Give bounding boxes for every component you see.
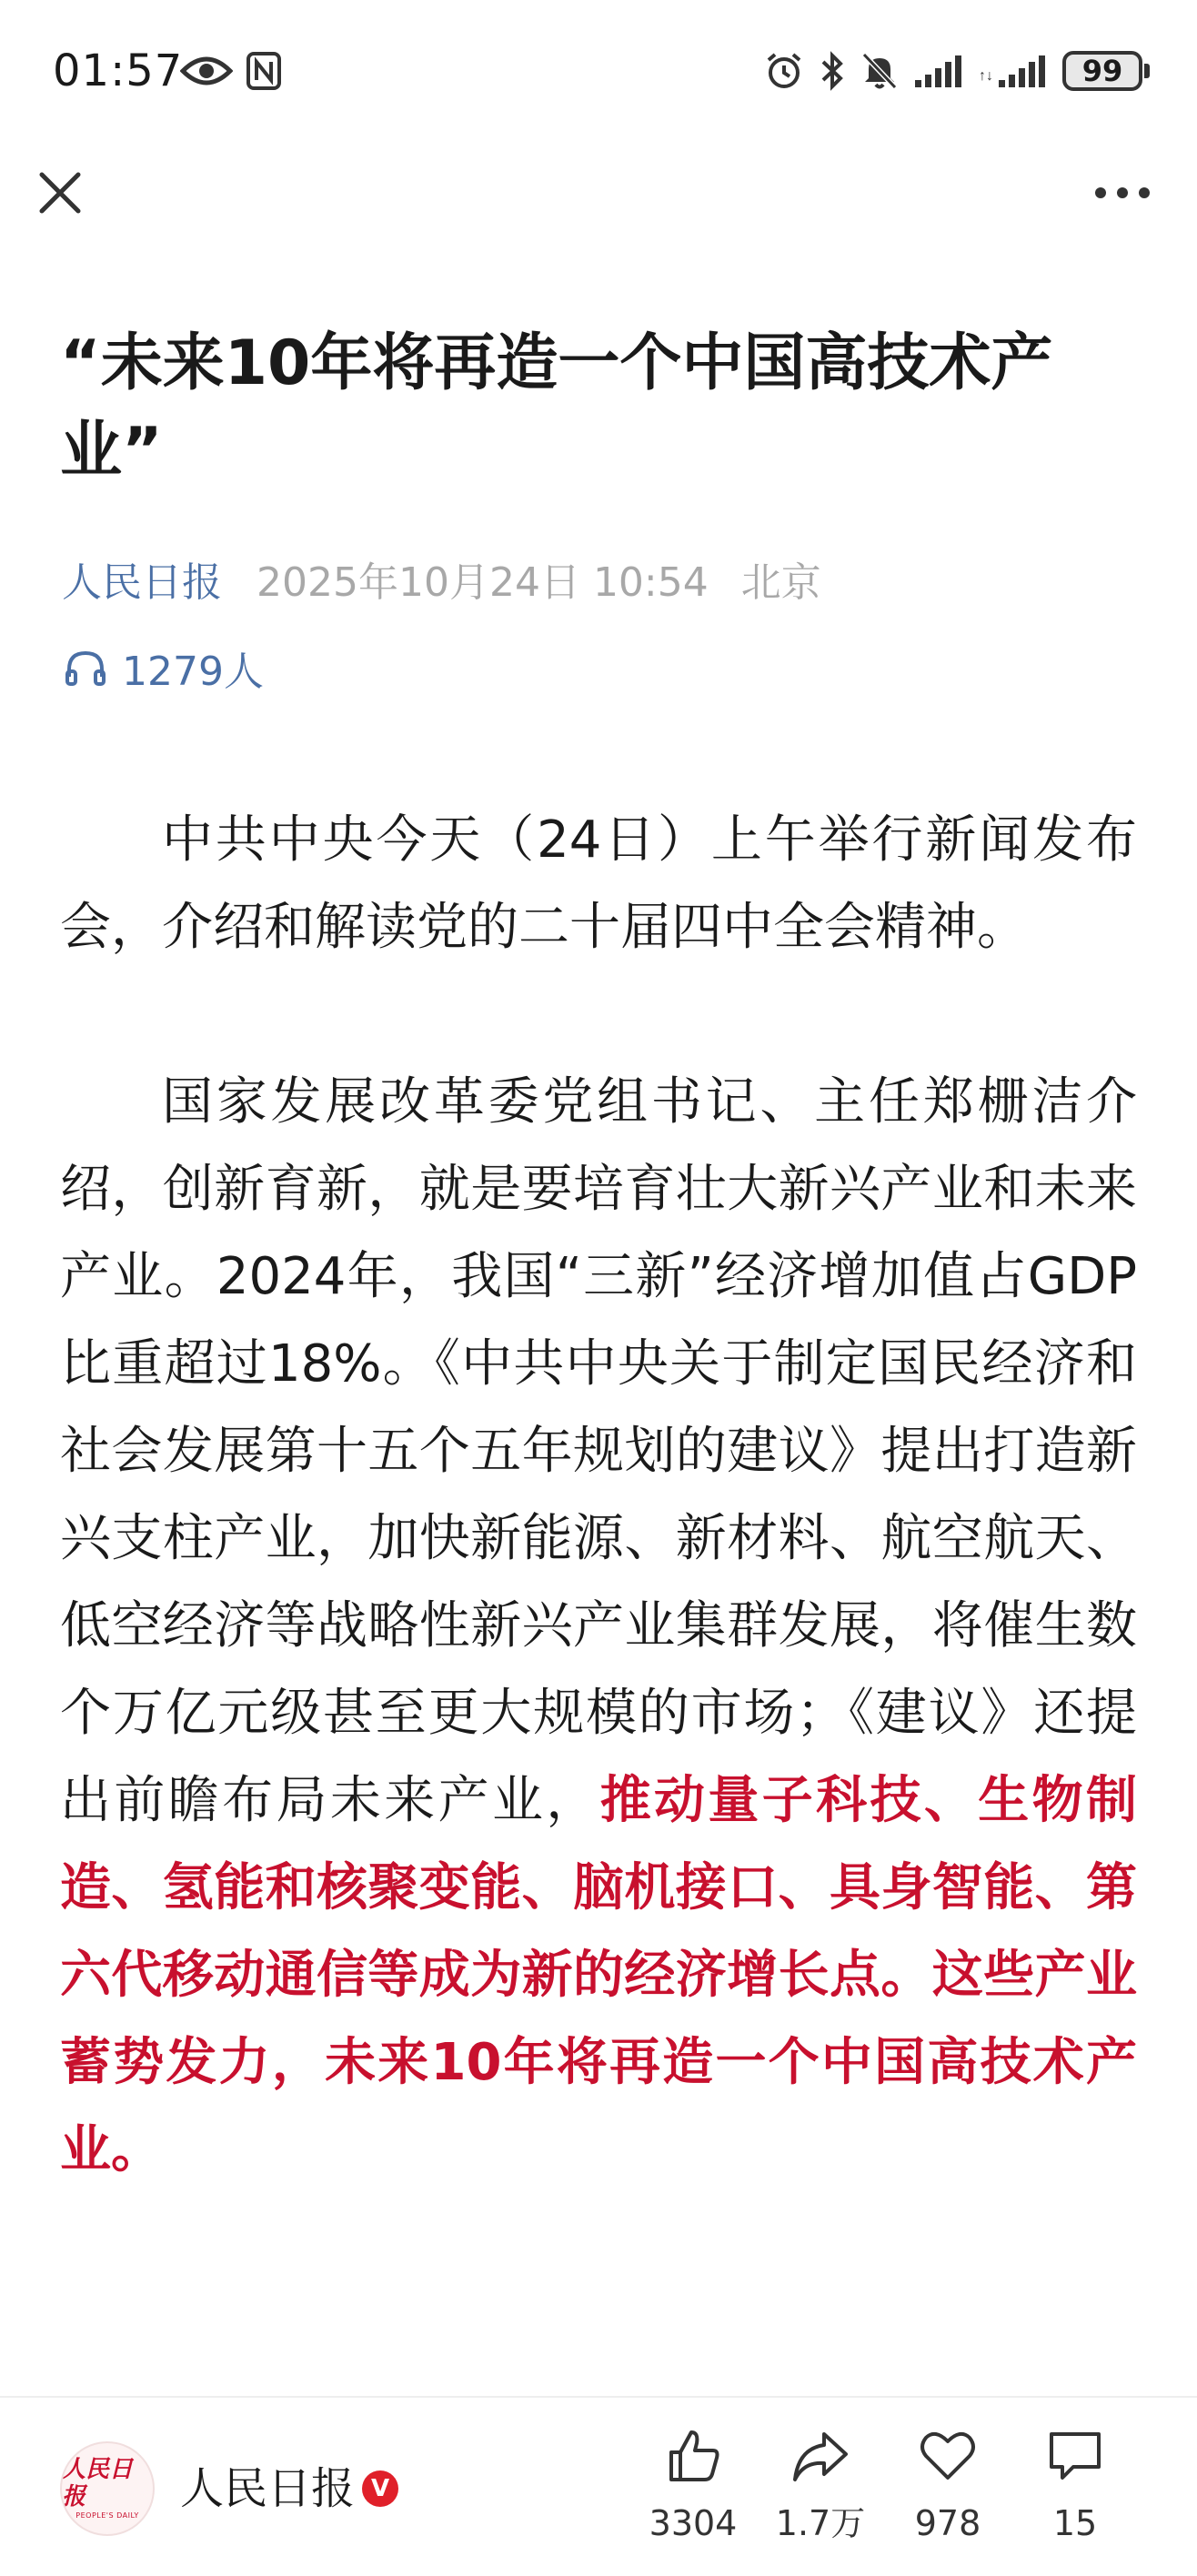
listener-count: 1279人 — [122, 649, 264, 695]
svg-text:↑↓: ↑↓ — [979, 68, 993, 84]
nfc-icon — [246, 51, 282, 91]
close-icon — [36, 169, 84, 216]
share-button[interactable] — [766, 2423, 875, 2560]
more-options-button[interactable] — [1086, 164, 1159, 222]
close-button[interactable] — [31, 164, 89, 222]
status-time: 01:57 — [53, 45, 184, 96]
avatar-logo-subtext: PEOPLE'S DAILY — [75, 2511, 139, 2520]
listen-button[interactable] — [64, 639, 264, 697]
account-avatar[interactable] — [60, 2441, 155, 2536]
share-icon — [791, 2427, 850, 2485]
status-bar — [0, 0, 1197, 136]
comment-count: 15 — [1052, 2503, 1098, 2543]
heart-icon — [919, 2427, 977, 2485]
article-title: “未来10年将再造一个中国高技术产业” — [60, 327, 1053, 487]
bottom-action-bar — [0, 2398, 1197, 2576]
alarm-icon — [764, 51, 804, 91]
article-paragraph: 中共中央今天（24日）上午举行新闻发布会，介绍和解读党的二十届四中全会精神。 — [60, 810, 1137, 957]
comment-button[interactable] — [1021, 2423, 1130, 2560]
bluetooth-icon — [819, 51, 846, 91]
account-name[interactable]: 人民日报 — [180, 2463, 356, 2514]
favorite-count: 978 — [914, 2503, 981, 2543]
like-button[interactable] — [639, 2423, 748, 2560]
article-meta — [62, 549, 821, 608]
status-right-icons — [764, 45, 1142, 96]
highlighted-text: 推动量子科技、生物制造、氢能和核聚变能、脑机接口、具身智能、第六代移动通信等成为新的经济增长点。这些产业蓄势发力，未来10年将再造一个中国高技术产业。 — [60, 1771, 1138, 2179]
article-body — [60, 797, 1137, 2281]
top-nav-bar — [0, 146, 1197, 246]
battery-indicator: 99 — [1062, 51, 1142, 91]
eye-icon — [180, 53, 233, 89]
comment-icon — [1046, 2427, 1104, 2485]
avatar-logo-text: 人民日报 — [62, 2456, 134, 2511]
status-left-icons — [180, 47, 282, 95]
paragraph-text: 国家发展改革委党组书记、主任郑栅洁介绍，创新育新，就是要培育壮大新兴产业和未来产业。2024年，我国“三新”经济增加值占GDP比重超过18%。《中共中央关于制定国民经济和社会发展第十五个五年规划的建议》提出打造新兴支柱产业，加快新能源、新材料、航空航天、低空经济等战略性新兴产业集群发展，将催生数个万亿元级甚至更大规模的市场；《建议》还提出前瞻布局未来产业， — [60, 1072, 1137, 1830]
favorite-button[interactable] — [893, 2423, 1002, 2560]
thumbs-up-icon — [664, 2427, 722, 2485]
verified-badge: V — [362, 2470, 398, 2507]
signal-icon — [913, 53, 964, 89]
headphones-icon — [64, 648, 107, 688]
share-count: 1.7万 — [775, 2503, 866, 2543]
article-paragraph — [60, 1059, 1137, 2194]
signal-icon — [979, 53, 1048, 89]
article-location: 北京 — [740, 559, 821, 606]
article-date: 2025年10月24日 10:54 — [256, 559, 709, 606]
more-icon — [1093, 186, 1152, 200]
article-source-link[interactable]: 人民日报 — [62, 559, 222, 606]
mute-icon — [860, 51, 899, 91]
like-count: 3304 — [649, 2503, 738, 2543]
